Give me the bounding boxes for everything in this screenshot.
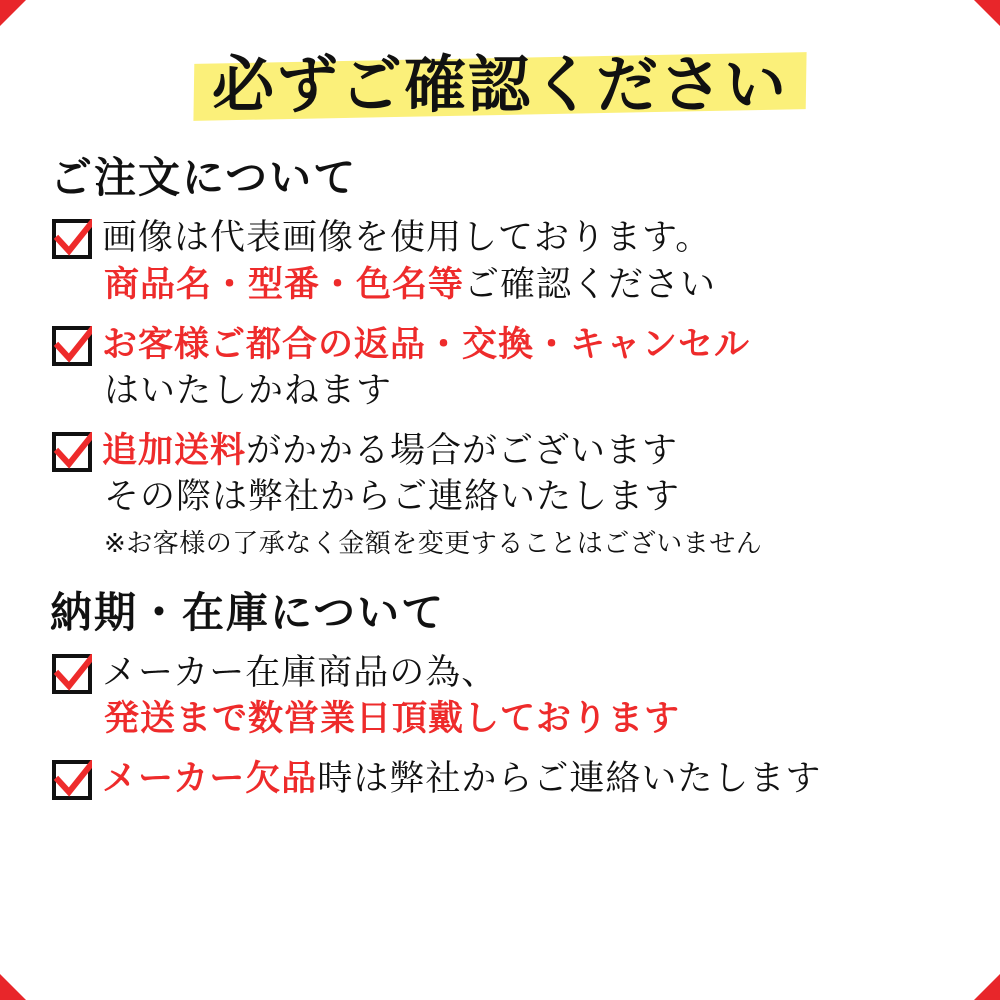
page-title-text: 必ずご確認ください (211, 48, 788, 121)
body-text: がかかる場合がございます (246, 431, 679, 472)
emphasis-text: 商品名・型番・色名等 (104, 264, 465, 305)
body-text: ご確認ください (464, 264, 717, 305)
emphasis-text: 追加送料 (102, 431, 247, 472)
sections-container (46, 145, 954, 802)
body-text: メーカー在庫商品の為、 (102, 652, 498, 693)
body-text: 時は弊社からご連絡いたします (317, 758, 822, 799)
notice-line (102, 650, 954, 696)
notice-line (102, 368, 954, 414)
notice-line (102, 696, 954, 742)
notice-item (52, 322, 954, 414)
notice-line (102, 322, 954, 368)
check-icon (52, 219, 92, 259)
page-title (194, 46, 806, 121)
notice-item-lines (102, 650, 954, 742)
check-icon (52, 326, 92, 366)
notice-footnote: ※お客様の了承なく金額を変更することはございません (104, 528, 763, 559)
notice-line (102, 262, 954, 308)
section-heading: 納期・在庫について (50, 587, 446, 637)
page-title-wrapper (46, 46, 954, 121)
notice-item (52, 650, 954, 742)
notice-item-lines (102, 215, 954, 307)
section-heading: ご注文について (50, 153, 358, 203)
body-text: はいたしかねます (104, 371, 393, 411)
notice-item-lines (102, 428, 954, 559)
notice-line (102, 215, 954, 261)
body-text: その際は弊社からご連絡いたします (104, 477, 681, 518)
check-icon (52, 654, 92, 694)
notice-item (52, 215, 954, 307)
body-text: 画像は代表画像を使用しております。 (102, 218, 712, 259)
notice-line (102, 756, 954, 802)
notice-item (52, 756, 954, 802)
notice-line (102, 428, 954, 474)
emphasis-text: お客様ご都合の返品・交換・キャンセル (102, 324, 751, 365)
notice-item (52, 428, 954, 559)
notice-item-lines (102, 756, 954, 802)
emphasis-text: 発送まで数営業日頂戴しております (104, 698, 681, 739)
emphasis-text: メーカー欠品 (102, 758, 318, 799)
check-icon (52, 432, 92, 472)
notice-line (102, 474, 954, 520)
notice-item-lines (102, 322, 954, 414)
check-icon (52, 760, 92, 800)
